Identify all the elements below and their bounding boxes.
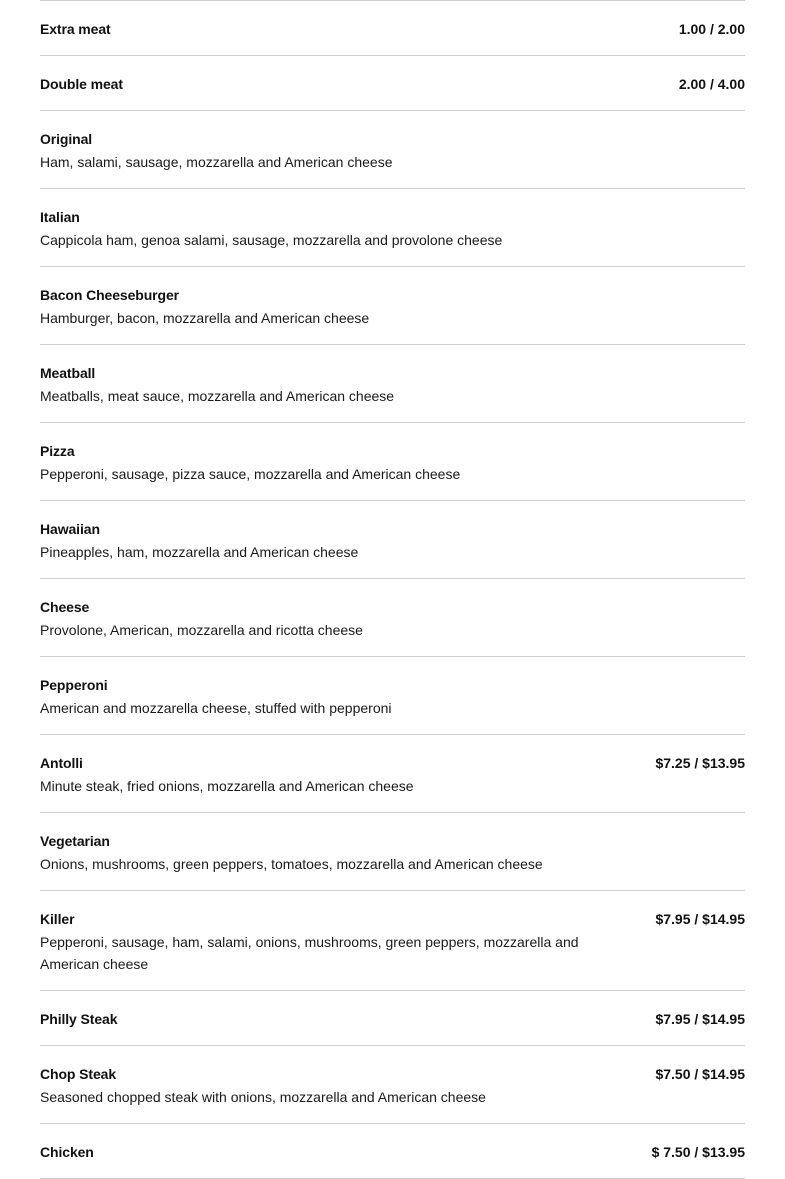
item-name: Hawaiian bbox=[40, 521, 100, 537]
item-info bbox=[40, 363, 394, 407]
item-description: American and mozzarella cheese, stuffed with pepperoni bbox=[40, 700, 392, 716]
item-name: Antolli bbox=[40, 755, 83, 771]
item-description: Meatballs, meat sauce, mozzarella and American cheese bbox=[40, 388, 395, 404]
item-info bbox=[40, 597, 363, 641]
list-item bbox=[40, 111, 745, 189]
list-item bbox=[40, 501, 745, 579]
list-item bbox=[40, 1, 745, 56]
item-info bbox=[40, 909, 600, 975]
item-description: Ham, salami, sausage, mozzarella and American cheese bbox=[40, 154, 393, 170]
list-item bbox=[40, 991, 745, 1046]
item-info bbox=[40, 129, 393, 173]
list-item bbox=[40, 267, 745, 345]
list-item bbox=[40, 56, 745, 111]
item-description: Pepperoni, sausage, pizza sauce, mozzarella and American cheese bbox=[40, 466, 461, 482]
list-item bbox=[40, 189, 745, 267]
item-info bbox=[40, 753, 414, 797]
item-price: 1.00 / 2.00 bbox=[678, 21, 745, 37]
item-name: Philly Steak bbox=[40, 1011, 118, 1027]
item-description: Pineapples, ham, mozzarella and American cheese bbox=[40, 544, 359, 560]
item-name: Killer bbox=[40, 911, 75, 927]
item-name: Double meat bbox=[40, 76, 123, 92]
item-name: Pizza bbox=[40, 443, 75, 459]
item-price: $7.95 / $14.95 bbox=[655, 911, 745, 927]
item-name: Vegetarian bbox=[40, 833, 110, 849]
item-name: Pepperoni bbox=[40, 677, 108, 693]
list-item bbox=[40, 657, 745, 735]
item-price: $7.50 / $14.95 bbox=[655, 1066, 745, 1082]
item-info bbox=[40, 519, 358, 563]
list-item bbox=[40, 345, 745, 423]
item-info bbox=[40, 831, 543, 875]
item-name: Meatball bbox=[40, 365, 96, 381]
item-description: Minute steak, fried onions, mozzarella and American cheese bbox=[40, 778, 414, 794]
item-name: Bacon Cheeseburger bbox=[40, 287, 180, 303]
item-price: $ 7.50 / $13.95 bbox=[651, 1144, 745, 1160]
list-item bbox=[40, 735, 745, 813]
item-description: Hamburger, bacon, mozzarella and American cheese bbox=[40, 310, 370, 326]
item-info bbox=[40, 1009, 117, 1029]
list-item bbox=[40, 891, 745, 991]
item-description: Cappicola ham, genoa salami, sausage, mozzarella and provolone cheese bbox=[40, 232, 503, 248]
item-info bbox=[40, 1142, 94, 1162]
item-name: Chicken bbox=[40, 1144, 94, 1160]
item-description: Onions, mushrooms, green peppers, tomatoes, mozzarella and American cheese bbox=[40, 856, 543, 872]
menu-list bbox=[40, 0, 745, 1179]
item-info bbox=[40, 675, 392, 719]
item-description: Provolone, American, mozzarella and ricotta cheese bbox=[40, 622, 363, 638]
item-name: Italian bbox=[40, 209, 80, 225]
item-info bbox=[40, 1064, 486, 1108]
list-item bbox=[40, 423, 745, 501]
item-name: Cheese bbox=[40, 599, 90, 615]
item-name: Chop Steak bbox=[40, 1066, 117, 1082]
item-price: $7.95 / $14.95 bbox=[655, 1011, 745, 1027]
list-item bbox=[40, 1046, 745, 1124]
item-name: Original bbox=[40, 131, 93, 147]
item-description: Seasoned chopped steak with onions, mozzarella and American cheese bbox=[40, 1089, 486, 1105]
item-description: Pepperoni, sausage, ham, salami, onions, mushrooms, green peppers, mozzarella and American cheese bbox=[40, 934, 579, 972]
list-item bbox=[40, 813, 745, 891]
item-info bbox=[40, 19, 111, 39]
list-item bbox=[40, 579, 745, 657]
item-name: Extra meat bbox=[40, 21, 111, 37]
item-info bbox=[40, 285, 369, 329]
item-info bbox=[40, 207, 502, 251]
item-info bbox=[40, 74, 123, 94]
list-item bbox=[40, 1124, 745, 1179]
item-info bbox=[40, 441, 460, 485]
item-price: $7.25 / $13.95 bbox=[655, 755, 745, 771]
item-price: 2.00 / 4.00 bbox=[678, 76, 745, 92]
